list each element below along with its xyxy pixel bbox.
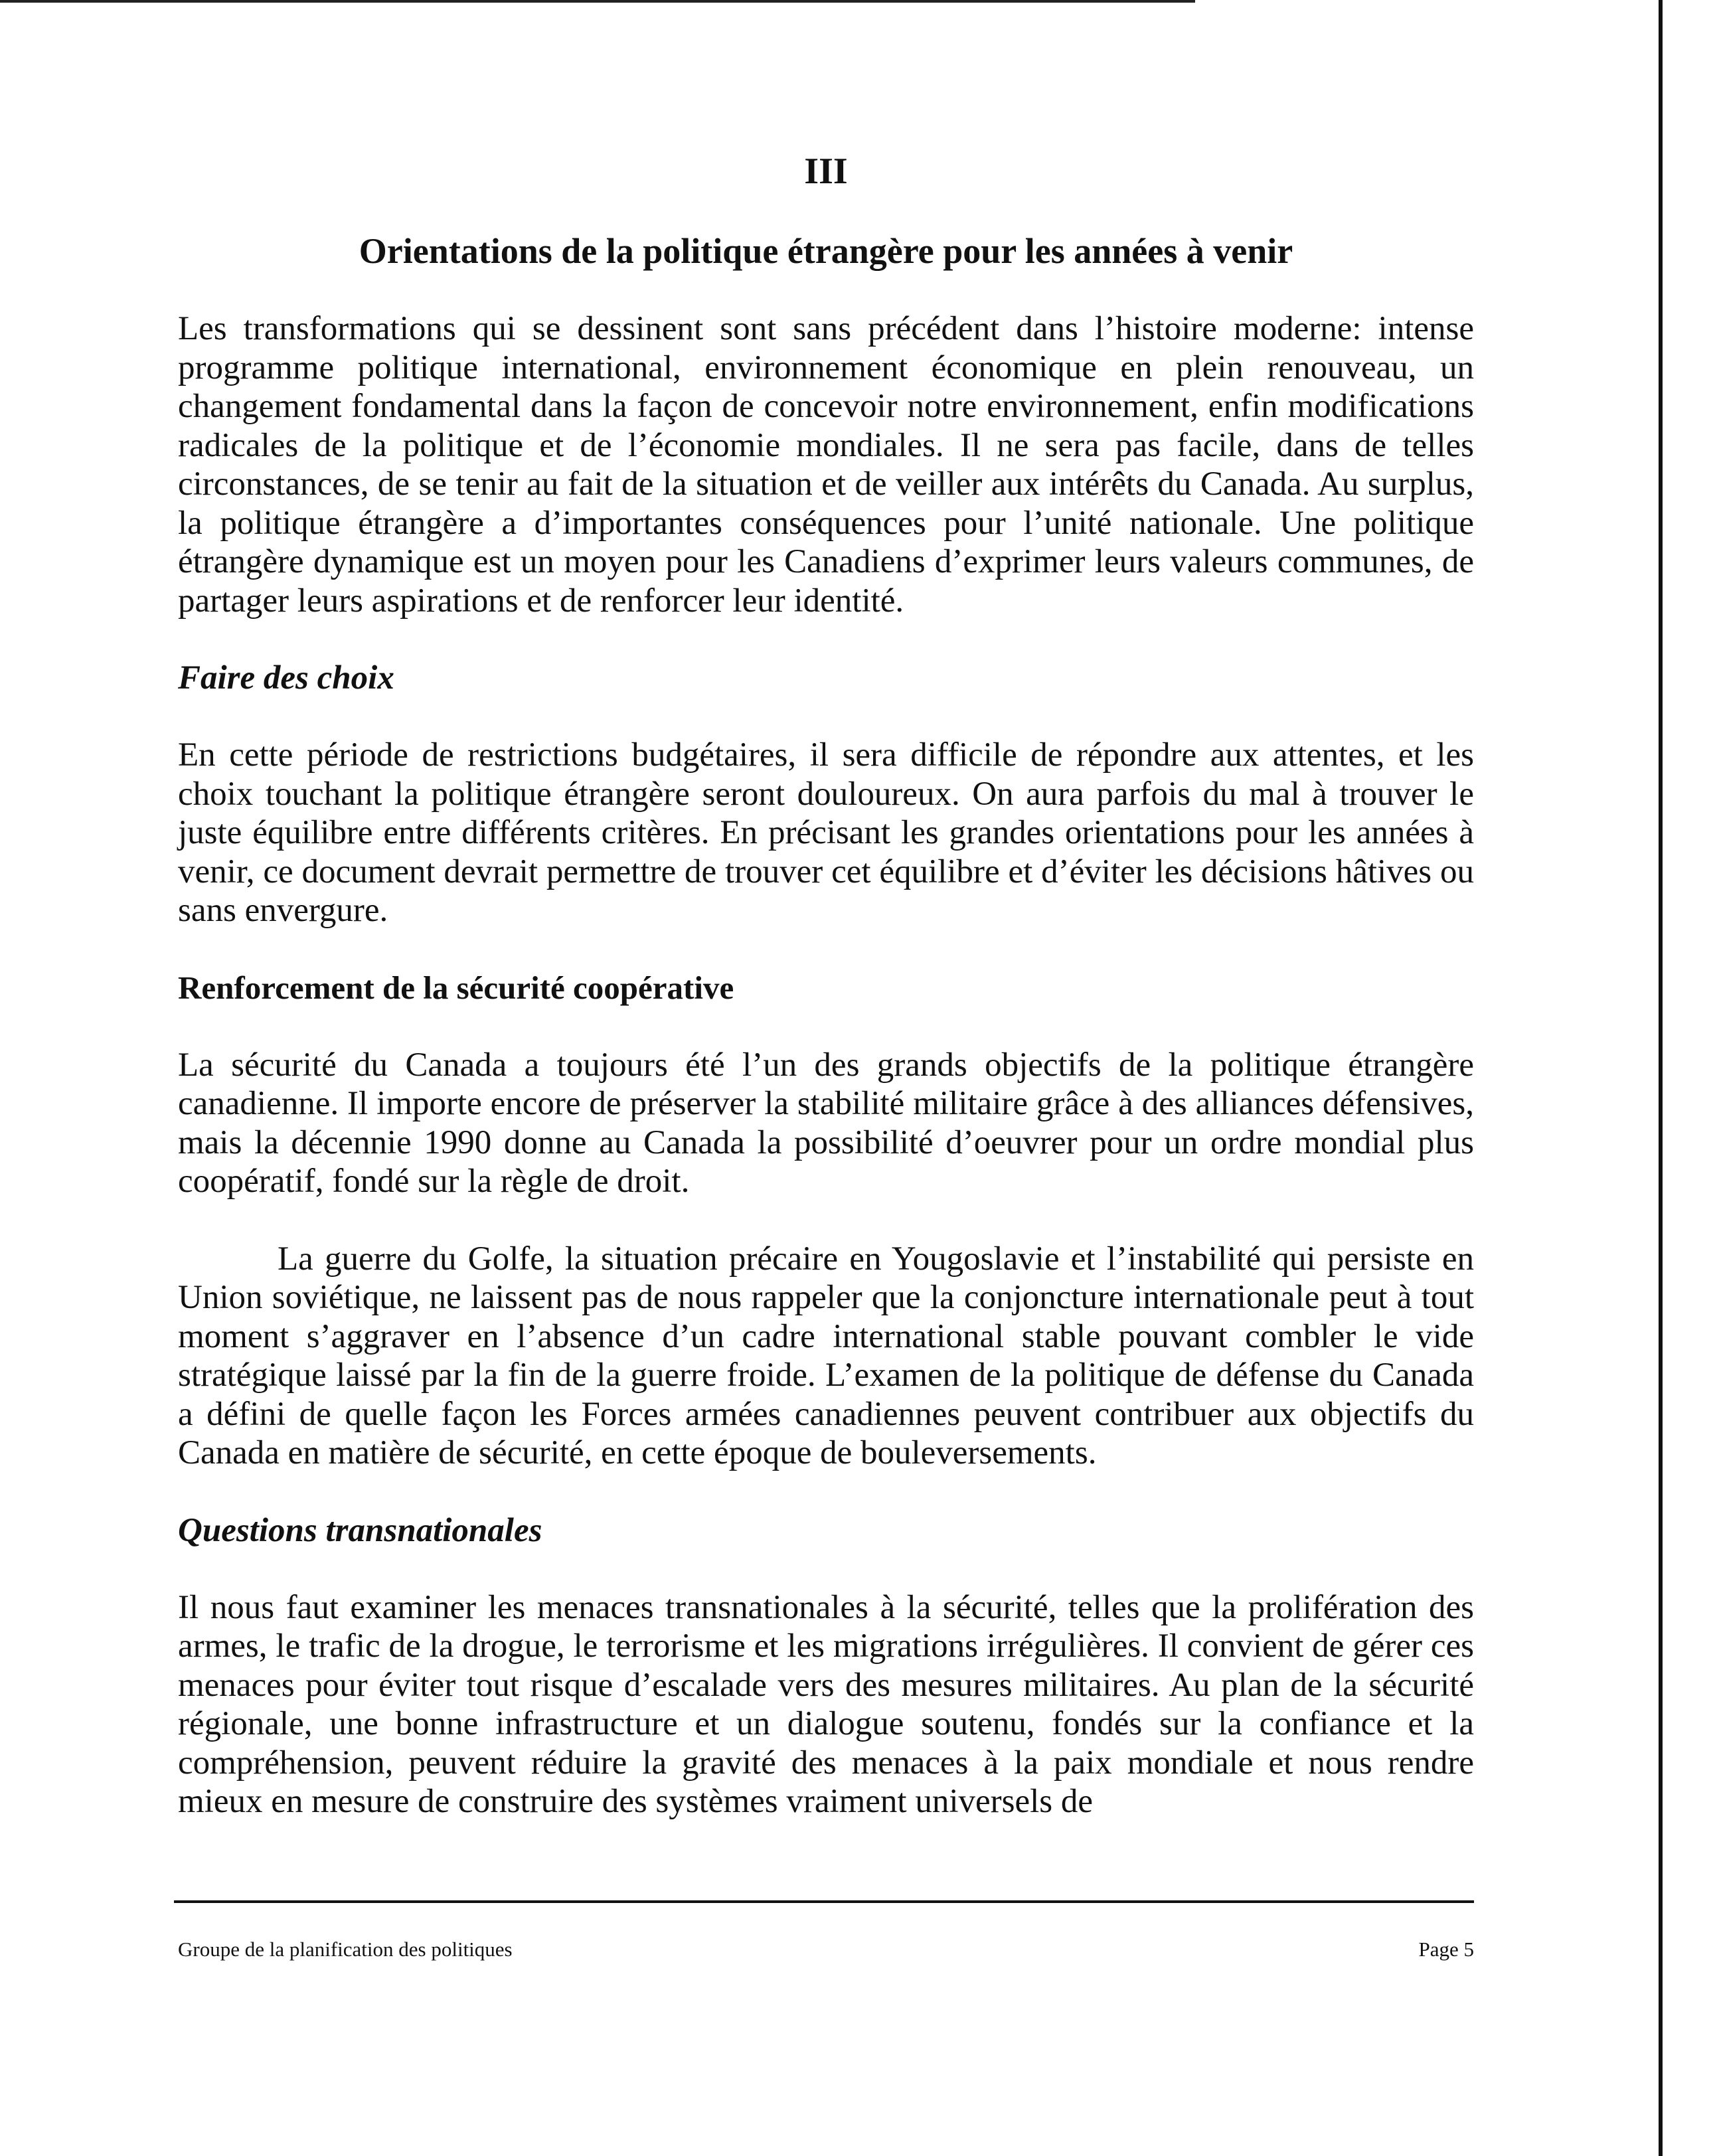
scan-top-edge	[0, 0, 1195, 3]
footer-divider	[174, 1900, 1474, 1903]
security-paragraph-2: La guerre du Golfe, la situation précaire en Yougoslavie et l’instabilité qui persiste en Union soviétique, ne laissent pas de nous rappeler que la conjoncture internationale peut à tout moment s’aggraver en l’absence d’un cadre international stable pouvant combler le vide stratégique laissé par la fin de la guerre froide. L’examen de la politique de défense du Canada a défini de quelle façon les Forces armées canadiennes peuvent contribuer aux objectifs du Canada en matière de sécurité, en cette époque de bouleversements.	[178, 1240, 1474, 1472]
footer-page-number: Page 5	[1418, 1938, 1474, 1961]
chapter-number: III	[804, 151, 848, 192]
subheading-faire-des-choix: Faire des choix	[178, 659, 394, 697]
scan-right-edge	[1659, 0, 1663, 2156]
subheading-questions-transnationales: Questions transnationales	[178, 1511, 542, 1549]
choices-paragraph: En cette période de restrictions budgétaires, il sera difficile de répondre aux attentes, et les choix touchant la politique étrangère seront douloureux. On aura parfois du mal à trouver le juste équilibre entre différents critères. En précisant les grandes orientations pour les années à venir, ce document devrait permettre de trouver cet équilibre et d’éviter les décisions hâtives ou sans envergure.	[178, 736, 1474, 930]
document-page	[178, 153, 1474, 1860]
security-paragraph-1: La sécurité du Canada a toujours été l’un des grands objectifs de la politique étrangère canadienne. Il importe encore de préserver la stabilité militaire grâce à des alliances défensives, mais la décennie 1990 donne au Canada la possibilité d’oeuvrer pour un ordre mondial plus coopératif, fondé sur la règle de droit.	[178, 1046, 1474, 1201]
footer-group-name: Groupe de la planification des politiques	[178, 1938, 513, 1961]
chapter-title: Orientations de la politique étrangère pour les années à venir	[359, 231, 1293, 271]
transnational-paragraph: Il nous faut examiner les menaces transnationales à la sécurité, telles que la prolifération des armes, le trafic de la drogue, le terrorisme et les migrations irrégulières. Il convient de gérer ces menaces pour éviter tout risque d’escalade vers des mesures militaires. Au plan de la sécurité régionale, une bonne infrastructure et un dialogue soutenu, fondés sur la confiance et la compréhension, peuvent réduire la gravité des menaces à la paix mondiale et nous rendre mieux en mesure de construire des systèmes vraiment universels de	[178, 1588, 1474, 1821]
intro-paragraph: Les transformations qui se dessinent sont sans précédent dans l’histoire moderne: intense programme politique international, environnement économique en plein renouveau, un changement fondamental dans la façon de concevoir notre environnement, enfin modifications radicales de la politique et de l’économie mondiales. Il ne sera pas facile, dans de telles circonstances, de se tenir au fait de la situation et de veiller aux intérêts du Canada. Au surplus, la politique étrangère a d’importantes conséquences pour l’unité nationale. Une politique étrangère dynamique est un moyen pour les Canadiens d’exprimer leurs valeurs communes, de partager leurs aspirations et de renforcer leur identité.	[178, 310, 1474, 620]
subheading-securite-cooperative: Renforcement de la sécurité coopérative	[178, 969, 734, 1006]
